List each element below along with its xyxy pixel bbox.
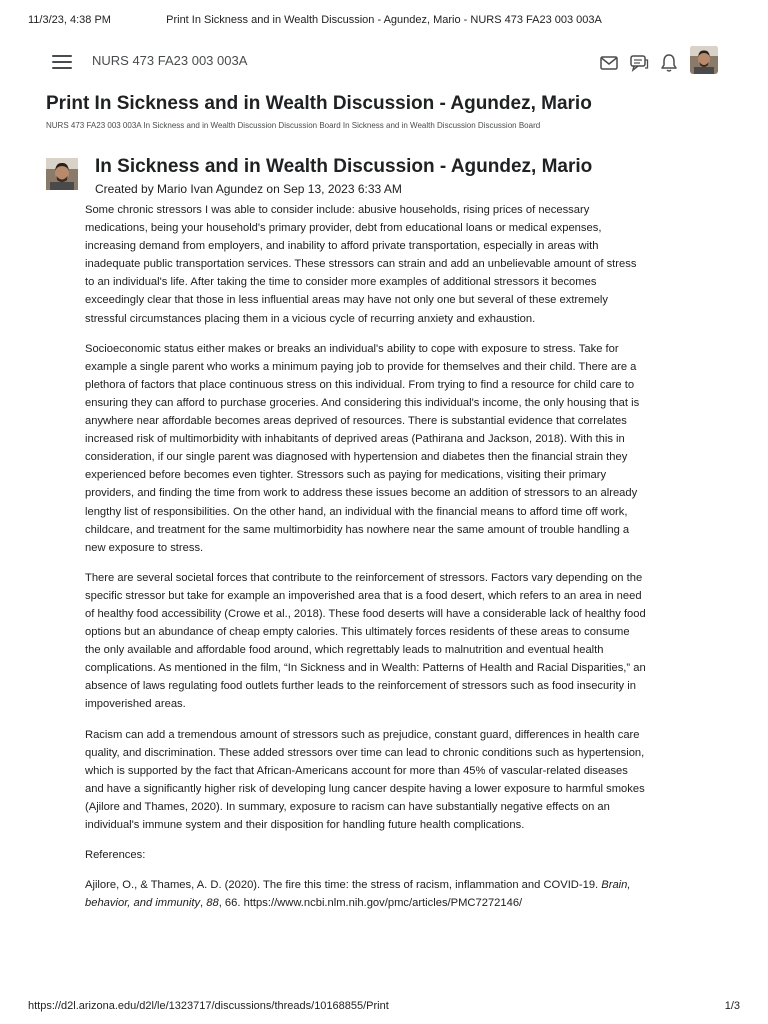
breadcrumb: NURS 473 FA23 003 003A In Sickness and in Wealth Discussion Discussion Board In Sickness and in Wealth Discussion Discussion Board — [46, 121, 541, 130]
user-avatar[interactable] — [690, 46, 718, 74]
print-page-number: 1/3 — [724, 1000, 740, 1012]
reference-journal: Brain, behavior, and immunity — [85, 879, 631, 910]
reference-pages: , 66. https://www.ncbi.nlm.nih.gov/pmc/articles/PMC7272146/ — [218, 897, 523, 910]
print-doc-title: Print In Sickness and in Wealth Discussion - Agundez, Mario - NURS 473 FA23 003 003A — [166, 14, 602, 26]
print-footer — [28, 1000, 740, 1014]
references-label: References: — [85, 849, 146, 862]
author-avatar — [46, 158, 78, 190]
post-paragraph: Racism can add a tremendous amount of stressors such as prejudice, constant guard, differences in health care quality, and discrimination. These added stressors over time can lead to chronic conditions such as hypertension, which is supported by the fact that African-Americans account for more than 45% of vascular-related diseases and have a significantly higher risk of developing lung cancer despite having a lower exposure to harmful smokes (Ajilore and Thames, 2020). In summary, exposure to racism can have substantially negative effects on an individual's immune system and their disposition for handling future health complications. — [85, 728, 645, 831]
post-paragraph: Socioeconomic status either makes or breaks an individual's ability to cope with exposure to stress. Take for example a single parent who works a minimum paying job to provide for themselves and their child. There are a plethora of factors that place continuous stress on this individual. From trying to find a resource for child care to ensuring they can afford to purchase groceries. And considering this individual's income, the only housing that is anywhere near affordable becomes areas deprived of resources. There is substantial evidence that correlates increased risk of multimorbidity with inhabitants of deprived areas (Pathirana and Jackson, 2018). With this in consideration, if our single parent was diagnosed with hypertension and diabetes then the financial strain they experienced before becomes even tighter. Stressors such as paying for medications, visiting their primary providers, and finding the time from work to address these issues become an addition of stressors to an already lengthy list of responsibilities. On the other hand, an individual with the financial means to afford time off work, childcare, and treatment for the same multimorbidity has nowhere near the same amount of trouble handling a new exposure to stress. — [85, 342, 640, 554]
menu-icon[interactable] — [52, 55, 72, 69]
post-title: In Sickness and in Wealth Discussion - Agundez, Mario — [95, 156, 593, 177]
chat-icon[interactable] — [628, 52, 650, 74]
reference-volume: 88 — [206, 897, 219, 910]
post-paragraph: There are several societal forces that contribute to the reinforcement of stressors. Factors vary depending on the specific stressor but take for example an impoverished area that is a food desert, which refers to an area in need of healthy food accessibility (Crowe et al., 2018). These food deserts will have a considerable lack of healthy food options but an abundance of cheap empty calories. This ultimately forces residents of these areas to consume the only available and affordable food around, which regrettably leads to malnutrition and eventual health complications. As mentioned in the film, “In Sickness and in Wealth: Patterns of Health and Racial Disparities,” an absence of laws regulating food outlets further leads to the reinforcement of stressors such as food insecurity in impoverished areas. — [85, 571, 646, 711]
print-datetime: 11/3/23, 4:38 PM — [28, 14, 111, 26]
post-body — [85, 201, 647, 912]
post-paragraph: Some chronic stressors I was able to consider include: abusive households, rising prices of necessary medications, being your household's primary provider, debt from educational loans or medical expenses, increasing demand from employers, and inability to afford private transportation, especially in areas with inadequate public transportation services. These stressors can strain and add an unbelievable amount of stress to an individual's life. After taking the time to consider more examples of additional stressors it becomes exceedingly clear that those in less influential areas may have not only one but several of these extremely stressful circumstances placing them in a vicious cycle of recurring anxiety and exhaustion. — [85, 204, 637, 325]
course-name[interactable]: NURS 473 FA23 003 003A — [92, 53, 248, 68]
post-meta: Created by Mario Ivan Agundez on Sep 13, 2023 6:33 AM — [95, 182, 402, 196]
bell-icon[interactable] — [658, 52, 680, 74]
print-header — [28, 14, 740, 28]
reference-item: Ajilore, O., & Thames, A. D. (2020). The fire this time: the stress of racism, inflammation and COVID-19. Brain, behavior, and immunity, 88, 66. https://www.ncbi.nlm.nih.gov/pmc/articles/PMC7272146/ — [85, 879, 631, 910]
navbar — [46, 46, 718, 78]
page-title: Print In Sickness and in Wealth Discussion - Agundez, Mario — [46, 93, 592, 114]
reference-authors: Ajilore, O., & Thames, A. D. (2020). The fire this time: the stress of racism, inflammation and COVID-19. — [85, 879, 599, 892]
print-url: https://d2l.arizona.edu/d2l/le/1323717/discussions/threads/10168855/Print — [28, 1000, 389, 1012]
email-icon[interactable] — [598, 52, 620, 74]
